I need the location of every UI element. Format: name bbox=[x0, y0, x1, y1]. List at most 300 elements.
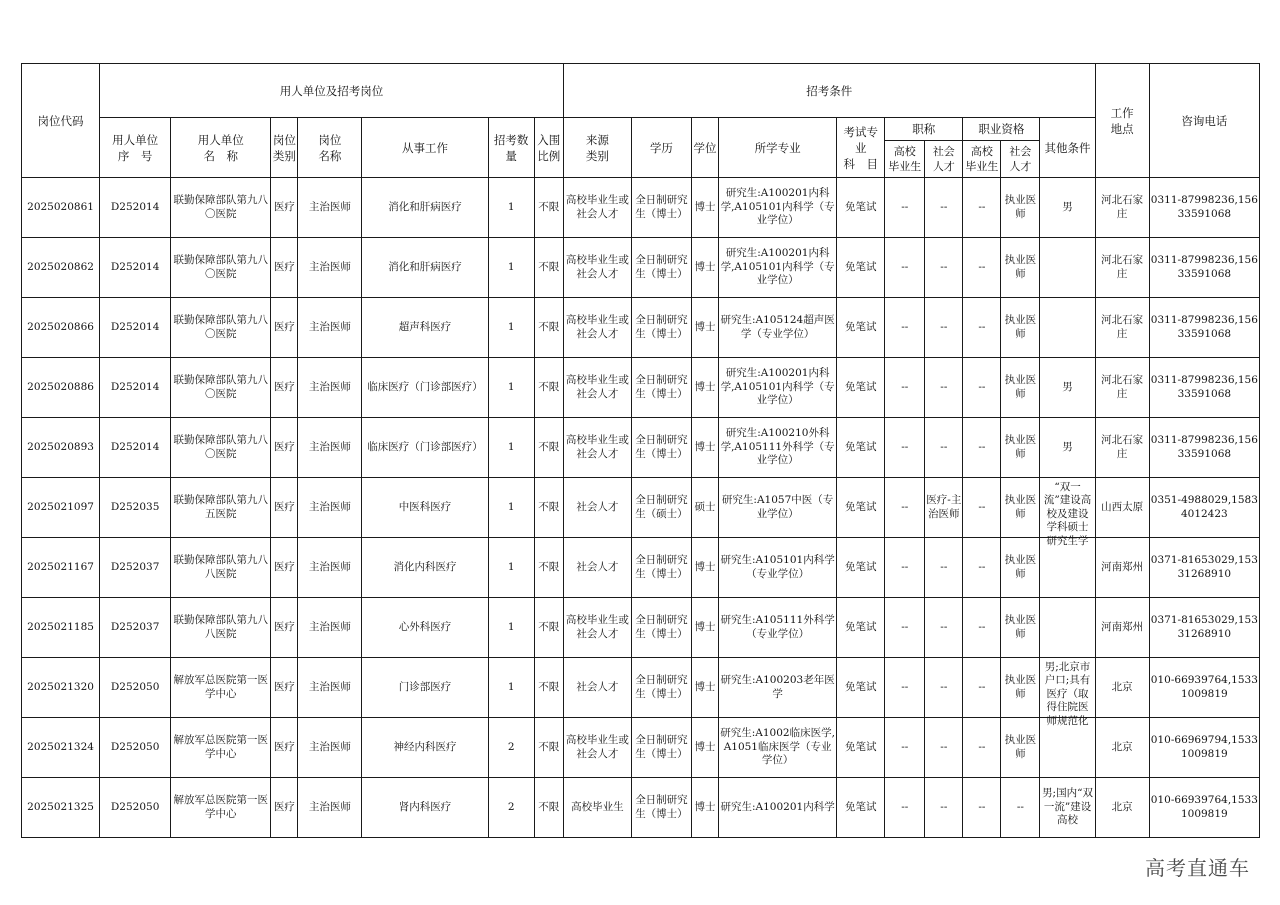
major-cell bbox=[719, 658, 837, 718]
post-type-cell bbox=[271, 658, 298, 718]
ratio-text: 不限 bbox=[538, 260, 560, 273]
header-education: 学历 bbox=[631, 118, 691, 178]
unit-name-cell bbox=[171, 178, 271, 238]
table-row bbox=[22, 418, 1260, 478]
qual-social-cell bbox=[1001, 298, 1040, 358]
unit-number-text: D252014 bbox=[110, 260, 160, 273]
major-cell bbox=[719, 478, 837, 538]
title-social-text: -- bbox=[940, 320, 948, 333]
count-text: 1 bbox=[507, 440, 515, 453]
exam-subject-text: 免笔试 bbox=[844, 200, 877, 213]
title-graduate-text: -- bbox=[901, 260, 909, 273]
unit-name-cell bbox=[171, 298, 271, 358]
work-location-cell bbox=[1095, 358, 1149, 418]
header-qual-social: 社会 人才 bbox=[1001, 141, 1040, 178]
post-name-text: 主治医师 bbox=[308, 800, 351, 813]
work-text: 心外科医疗 bbox=[398, 620, 452, 633]
education-cell bbox=[631, 418, 691, 478]
post-type-cell bbox=[271, 178, 298, 238]
unit-number-text: D252050 bbox=[110, 740, 160, 753]
unit-name-text: 联勤保障部队第九八〇医院 bbox=[173, 194, 269, 220]
degree-text: 博士 bbox=[694, 380, 716, 393]
unit-number-text: D252014 bbox=[110, 440, 160, 453]
source-text: 社会人才 bbox=[576, 680, 619, 693]
work-location-text: 山西太原 bbox=[1101, 500, 1144, 513]
unit-number-cell bbox=[100, 538, 171, 598]
title-graduate-text: -- bbox=[901, 620, 909, 633]
post-code-text: 2025021167 bbox=[27, 560, 94, 573]
source-cell bbox=[563, 538, 631, 598]
unit-name-text: 联勤保障部队第九八五医院 bbox=[173, 494, 269, 520]
source-text: 高校毕业生或社会人才 bbox=[565, 734, 629, 760]
post-name-cell bbox=[298, 538, 362, 598]
post-code-text: 2025021185 bbox=[27, 620, 94, 633]
degree-cell bbox=[691, 298, 718, 358]
ratio-cell bbox=[534, 358, 563, 418]
qual-graduate-text: -- bbox=[978, 440, 986, 453]
qual-graduate-text: -- bbox=[978, 800, 986, 813]
title-social-cell bbox=[925, 478, 963, 538]
ratio-cell bbox=[534, 418, 563, 478]
count-cell bbox=[488, 658, 534, 718]
phone-text: 0311-87998236,15633591068 bbox=[1150, 194, 1258, 220]
title-social-text: -- bbox=[940, 740, 948, 753]
degree-cell bbox=[691, 718, 718, 778]
count-text: 1 bbox=[507, 620, 515, 633]
degree-cell bbox=[691, 238, 718, 298]
post-name-text: 主治医师 bbox=[308, 440, 351, 453]
other-conditions-cell bbox=[1040, 478, 1095, 547]
work-location-text: 河北石家庄 bbox=[1101, 374, 1144, 400]
major-cell bbox=[719, 238, 837, 298]
degree-cell bbox=[691, 778, 718, 838]
degree-cell bbox=[691, 418, 718, 478]
qual-social-cell bbox=[1001, 178, 1040, 238]
phone-cell bbox=[1149, 178, 1259, 238]
qual-graduate-cell bbox=[963, 238, 1001, 298]
title-graduate-cell bbox=[885, 778, 925, 838]
qual-graduate-cell bbox=[963, 298, 1001, 358]
qual-graduate-text: -- bbox=[978, 500, 986, 513]
other-conditions-cell bbox=[1040, 358, 1095, 418]
education-cell bbox=[631, 358, 691, 418]
exam-subject-text: 免笔试 bbox=[844, 260, 877, 273]
other-conditions-cell bbox=[1040, 238, 1095, 298]
qual-social-cell bbox=[1001, 718, 1040, 778]
other-conditions-text: “双一流”建设高校及建设学科硕士研究生学 bbox=[1043, 480, 1092, 547]
ratio-cell bbox=[534, 478, 563, 538]
other-conditions-cell bbox=[1040, 598, 1095, 658]
other-conditions-cell bbox=[1040, 178, 1095, 238]
source-text: 高校毕业生 bbox=[571, 800, 624, 813]
ratio-text: 不限 bbox=[538, 440, 560, 453]
title-graduate-cell bbox=[885, 538, 925, 598]
title-graduate-text: -- bbox=[901, 500, 909, 513]
education-text: 全日制研究生（博士） bbox=[635, 674, 688, 700]
qual-social-text: 执业医师 bbox=[1004, 194, 1037, 220]
ratio-text: 不限 bbox=[538, 560, 560, 573]
header-qual-graduate: 高校 毕业生 bbox=[963, 141, 1001, 178]
qual-social-cell bbox=[1001, 778, 1040, 838]
post-name-cell bbox=[298, 178, 362, 238]
title-social-cell bbox=[925, 418, 963, 478]
post-type-cell bbox=[271, 718, 298, 778]
qual-graduate-cell bbox=[963, 718, 1001, 778]
source-cell bbox=[563, 718, 631, 778]
title-graduate-cell bbox=[885, 358, 925, 418]
title-social-cell bbox=[925, 178, 963, 238]
education-cell bbox=[631, 718, 691, 778]
qual-social-text: -- bbox=[1016, 800, 1024, 813]
post-code-text: 2025020893 bbox=[27, 440, 94, 453]
post-code-text: 2025021324 bbox=[27, 740, 94, 753]
count-text: 1 bbox=[507, 560, 515, 573]
phone-text: 0311-87998236,15633591068 bbox=[1150, 434, 1258, 460]
source-text: 高校毕业生或社会人才 bbox=[565, 434, 629, 460]
major-text: 研究生:A100201内科学,A105101内科学（专业学位） bbox=[720, 367, 835, 407]
degree-text: 博士 bbox=[694, 740, 716, 753]
ratio-text: 不限 bbox=[538, 380, 560, 393]
post-code-text: 2025020866 bbox=[27, 320, 94, 333]
education-cell bbox=[631, 778, 691, 838]
exam-subject-text: 免笔试 bbox=[844, 560, 877, 573]
unit-name-text: 解放军总医院第一医学中心 bbox=[173, 794, 269, 820]
post-type-cell bbox=[271, 358, 298, 418]
work-location-cell bbox=[1095, 178, 1149, 238]
post-type-text: 医疗 bbox=[273, 260, 295, 273]
qual-social-cell bbox=[1001, 538, 1040, 598]
qual-graduate-cell bbox=[963, 178, 1001, 238]
work-cell bbox=[362, 478, 488, 538]
post-type-text: 医疗 bbox=[273, 680, 295, 693]
post-type-cell bbox=[271, 298, 298, 358]
post-type-text: 医疗 bbox=[273, 380, 295, 393]
post-name-text: 主治医师 bbox=[308, 320, 351, 333]
ratio-text: 不限 bbox=[538, 740, 560, 753]
work-location-text: 北京 bbox=[1111, 800, 1133, 813]
count-text: 1 bbox=[507, 200, 515, 213]
count-text: 1 bbox=[507, 320, 515, 333]
major-cell bbox=[719, 418, 837, 478]
degree-text: 硕士 bbox=[694, 500, 716, 513]
post-code-cell bbox=[22, 178, 100, 238]
header-phone: 咨询电话 bbox=[1149, 64, 1259, 178]
source-cell bbox=[563, 238, 631, 298]
post-name-cell bbox=[298, 478, 362, 538]
degree-text: 博士 bbox=[694, 620, 716, 633]
unit-name-cell bbox=[171, 718, 271, 778]
post-code-cell bbox=[22, 358, 100, 418]
post-type-cell bbox=[271, 538, 298, 598]
degree-cell bbox=[691, 658, 718, 718]
unit-number-cell bbox=[100, 658, 171, 718]
exam-subject-cell bbox=[837, 298, 885, 358]
post-code-cell bbox=[22, 418, 100, 478]
header-conditions-group: 招考条件 bbox=[563, 64, 1095, 118]
title-social-cell bbox=[925, 358, 963, 418]
work-text: 超声科医疗 bbox=[398, 320, 452, 333]
title-social-cell bbox=[925, 238, 963, 298]
unit-name-text: 联勤保障部队第九八〇医院 bbox=[173, 314, 269, 340]
post-name-text: 主治医师 bbox=[308, 200, 351, 213]
ratio-text: 不限 bbox=[538, 500, 560, 513]
post-name-cell bbox=[298, 778, 362, 838]
post-code-cell bbox=[22, 478, 100, 538]
work-location-text: 河北石家庄 bbox=[1101, 254, 1144, 280]
work-location-text: 河北石家庄 bbox=[1101, 434, 1144, 460]
qual-social-text: 执业医师 bbox=[1004, 314, 1037, 340]
post-name-cell bbox=[298, 658, 362, 718]
post-name-text: 主治医师 bbox=[308, 500, 351, 513]
post-type-cell bbox=[271, 238, 298, 298]
header-work-location: 工作 地点 bbox=[1095, 64, 1149, 178]
education-text: 全日制研究生（博士） bbox=[635, 194, 688, 220]
header-ratio: 入围 比例 bbox=[534, 118, 563, 178]
phone-text: 0351-4988029,15834012423 bbox=[1150, 494, 1258, 520]
post-type-text: 医疗 bbox=[273, 800, 295, 813]
education-text: 全日制研究生（博士） bbox=[635, 554, 688, 580]
degree-text: 博士 bbox=[694, 440, 716, 453]
header-post-code: 岗位代码 bbox=[22, 64, 100, 178]
title-social-cell bbox=[925, 598, 963, 658]
other-conditions-cell bbox=[1040, 658, 1095, 727]
table-row bbox=[22, 178, 1260, 238]
phone-cell bbox=[1149, 238, 1259, 298]
qual-social-cell bbox=[1001, 478, 1040, 538]
post-code-text: 2025021325 bbox=[27, 800, 94, 813]
source-cell bbox=[563, 178, 631, 238]
unit-number-cell bbox=[100, 238, 171, 298]
post-type-text: 医疗 bbox=[273, 440, 295, 453]
education-text: 全日制研究生（博士） bbox=[635, 794, 688, 820]
header-title-graduate: 高校 毕业生 bbox=[885, 141, 925, 178]
work-location-cell bbox=[1095, 778, 1149, 838]
ratio-cell bbox=[534, 178, 563, 238]
qual-social-cell bbox=[1001, 418, 1040, 478]
recruitment-table bbox=[21, 63, 1260, 838]
unit-name-text: 联勤保障部队第九八〇医院 bbox=[173, 374, 269, 400]
post-name-cell bbox=[298, 298, 362, 358]
other-conditions-text: 男 bbox=[1062, 440, 1073, 453]
phone-cell bbox=[1149, 658, 1259, 718]
phone-text: 0311-87998236,15633591068 bbox=[1150, 314, 1258, 340]
title-social-text: -- bbox=[940, 800, 948, 813]
ratio-cell bbox=[534, 298, 563, 358]
qual-graduate-cell bbox=[963, 598, 1001, 658]
unit-number-text: D252014 bbox=[110, 320, 160, 333]
ratio-cell bbox=[534, 778, 563, 838]
unit-number-text: D252014 bbox=[110, 200, 160, 213]
post-code-text: 2025021097 bbox=[27, 500, 94, 513]
count-cell bbox=[488, 598, 534, 658]
qual-graduate-text: -- bbox=[978, 740, 986, 753]
ratio-cell bbox=[534, 598, 563, 658]
title-social-text: 医疗-主治医师 bbox=[926, 494, 962, 520]
unit-number-text: D252037 bbox=[110, 560, 160, 573]
education-cell bbox=[631, 538, 691, 598]
qual-social-text: 执业医师 bbox=[1004, 614, 1037, 640]
title-graduate-cell bbox=[885, 238, 925, 298]
exam-subject-text: 免笔试 bbox=[844, 380, 877, 393]
count-cell bbox=[488, 358, 534, 418]
phone-cell bbox=[1149, 718, 1259, 778]
source-cell bbox=[563, 598, 631, 658]
work-cell bbox=[362, 358, 488, 418]
qual-social-cell bbox=[1001, 598, 1040, 658]
education-text: 全日制研究生（博士） bbox=[635, 374, 688, 400]
qual-graduate-cell bbox=[963, 358, 1001, 418]
title-graduate-text: -- bbox=[901, 320, 909, 333]
education-text: 全日制研究生（博士） bbox=[635, 314, 688, 340]
work-location-cell bbox=[1095, 718, 1149, 778]
qual-graduate-cell bbox=[963, 778, 1001, 838]
watermark-text: 高考直通车 bbox=[1145, 856, 1250, 880]
education-cell bbox=[631, 478, 691, 538]
post-code-text: 2025021320 bbox=[27, 680, 94, 693]
unit-number-text: D252035 bbox=[110, 500, 160, 513]
post-name-cell bbox=[298, 418, 362, 478]
header-unit-number: 用人单位 序 号 bbox=[100, 118, 171, 178]
post-code-cell bbox=[22, 598, 100, 658]
major-text: 研究生:A1057中医（专业学位） bbox=[721, 494, 834, 520]
post-name-text: 主治医师 bbox=[308, 680, 351, 693]
header-unit-and-post-group: 用人单位及招考岗位 bbox=[100, 64, 564, 118]
major-cell bbox=[719, 358, 837, 418]
phone-text: 010-66939764,15331009819 bbox=[1150, 794, 1258, 820]
post-name-text: 主治医师 bbox=[308, 380, 351, 393]
qual-graduate-cell bbox=[963, 538, 1001, 598]
header-exam-subject: 考试专业 科 目 bbox=[837, 118, 885, 178]
count-cell bbox=[488, 778, 534, 838]
qual-graduate-text: -- bbox=[978, 620, 986, 633]
phone-text: 010-66969794,15331009819 bbox=[1150, 734, 1258, 760]
source-cell bbox=[563, 418, 631, 478]
degree-cell bbox=[691, 538, 718, 598]
title-social-cell bbox=[925, 718, 963, 778]
title-graduate-cell bbox=[885, 658, 925, 718]
phone-text: 0311-87998236,15633591068 bbox=[1150, 374, 1258, 400]
phone-cell bbox=[1149, 478, 1259, 538]
title-graduate-text: -- bbox=[901, 740, 909, 753]
title-graduate-cell bbox=[885, 178, 925, 238]
count-cell bbox=[488, 238, 534, 298]
table-row bbox=[22, 598, 1260, 658]
title-social-text: -- bbox=[940, 680, 948, 693]
source-cell bbox=[563, 478, 631, 538]
exam-subject-text: 免笔试 bbox=[844, 440, 877, 453]
qual-graduate-cell bbox=[963, 418, 1001, 478]
count-text: 2 bbox=[507, 740, 515, 753]
work-text: 临床医疗（门诊部医疗） bbox=[367, 380, 483, 393]
qual-graduate-text: -- bbox=[978, 560, 986, 573]
exam-subject-cell bbox=[837, 538, 885, 598]
degree-text: 博士 bbox=[694, 200, 716, 213]
post-code-cell bbox=[22, 778, 100, 838]
count-cell bbox=[488, 418, 534, 478]
education-cell bbox=[631, 298, 691, 358]
qual-social-text: 执业医师 bbox=[1004, 434, 1037, 460]
qual-graduate-cell bbox=[963, 658, 1001, 718]
qual-graduate-text: -- bbox=[978, 380, 986, 393]
count-cell bbox=[488, 298, 534, 358]
qual-social-text: 执业医师 bbox=[1004, 254, 1037, 280]
post-name-cell bbox=[298, 718, 362, 778]
qual-social-cell bbox=[1001, 238, 1040, 298]
post-name-cell bbox=[298, 358, 362, 418]
source-cell bbox=[563, 358, 631, 418]
major-cell bbox=[719, 778, 837, 838]
post-type-cell bbox=[271, 778, 298, 838]
phone-cell bbox=[1149, 298, 1259, 358]
major-cell bbox=[719, 178, 837, 238]
work-cell bbox=[362, 778, 488, 838]
phone-cell bbox=[1149, 778, 1259, 838]
education-text: 全日制研究生（博士） bbox=[635, 614, 688, 640]
work-text: 门诊部医疗 bbox=[398, 680, 452, 693]
degree-cell bbox=[691, 598, 718, 658]
work-cell bbox=[362, 298, 488, 358]
work-location-text: 河南郑州 bbox=[1101, 620, 1144, 633]
degree-cell bbox=[691, 478, 718, 538]
exam-subject-text: 免笔试 bbox=[844, 620, 877, 633]
qual-social-cell bbox=[1001, 658, 1040, 718]
title-social-text: -- bbox=[940, 260, 948, 273]
work-text: 消化和肝病医疗 bbox=[388, 260, 462, 273]
phone-text: 0311-87998236,15633591068 bbox=[1150, 254, 1258, 280]
source-text: 高校毕业生或社会人才 bbox=[565, 374, 629, 400]
major-cell bbox=[719, 538, 837, 598]
unit-name-cell bbox=[171, 778, 271, 838]
unit-number-cell bbox=[100, 418, 171, 478]
education-text: 全日制研究生（博士） bbox=[635, 254, 688, 280]
unit-name-cell bbox=[171, 238, 271, 298]
unit-number-text: D252050 bbox=[110, 800, 160, 813]
post-type-cell bbox=[271, 418, 298, 478]
qual-graduate-text: -- bbox=[978, 260, 986, 273]
header-work: 从事工作 bbox=[362, 118, 488, 178]
ratio-text: 不限 bbox=[538, 200, 560, 213]
phone-text: 0371-81653029,15331268910 bbox=[1150, 554, 1258, 580]
count-text: 1 bbox=[507, 380, 515, 393]
work-location-cell bbox=[1095, 598, 1149, 658]
exam-subject-cell bbox=[837, 598, 885, 658]
title-graduate-cell bbox=[885, 298, 925, 358]
title-graduate-text: -- bbox=[901, 560, 909, 573]
title-graduate-text: -- bbox=[901, 680, 909, 693]
post-name-text: 主治医师 bbox=[308, 620, 351, 633]
post-name-cell bbox=[298, 238, 362, 298]
exam-subject-cell bbox=[837, 418, 885, 478]
post-code-text: 2025020862 bbox=[27, 260, 94, 273]
ratio-cell bbox=[534, 238, 563, 298]
unit-number-cell bbox=[100, 778, 171, 838]
source-text: 高校毕业生或社会人才 bbox=[565, 194, 629, 220]
exam-subject-text: 免笔试 bbox=[844, 740, 877, 753]
ratio-cell bbox=[534, 538, 563, 598]
exam-subject-cell bbox=[837, 718, 885, 778]
unit-name-cell bbox=[171, 418, 271, 478]
unit-number-text: D252050 bbox=[110, 680, 160, 693]
phone-cell bbox=[1149, 418, 1259, 478]
degree-cell bbox=[691, 178, 718, 238]
major-text: 研究生:A100210外科学,A105111外科学（专业学位） bbox=[720, 427, 835, 467]
post-code-cell bbox=[22, 658, 100, 718]
education-cell bbox=[631, 238, 691, 298]
post-code-cell bbox=[22, 298, 100, 358]
qual-social-text: 执业医师 bbox=[1004, 494, 1037, 520]
title-social-cell bbox=[925, 658, 963, 718]
qual-graduate-text: -- bbox=[978, 320, 986, 333]
